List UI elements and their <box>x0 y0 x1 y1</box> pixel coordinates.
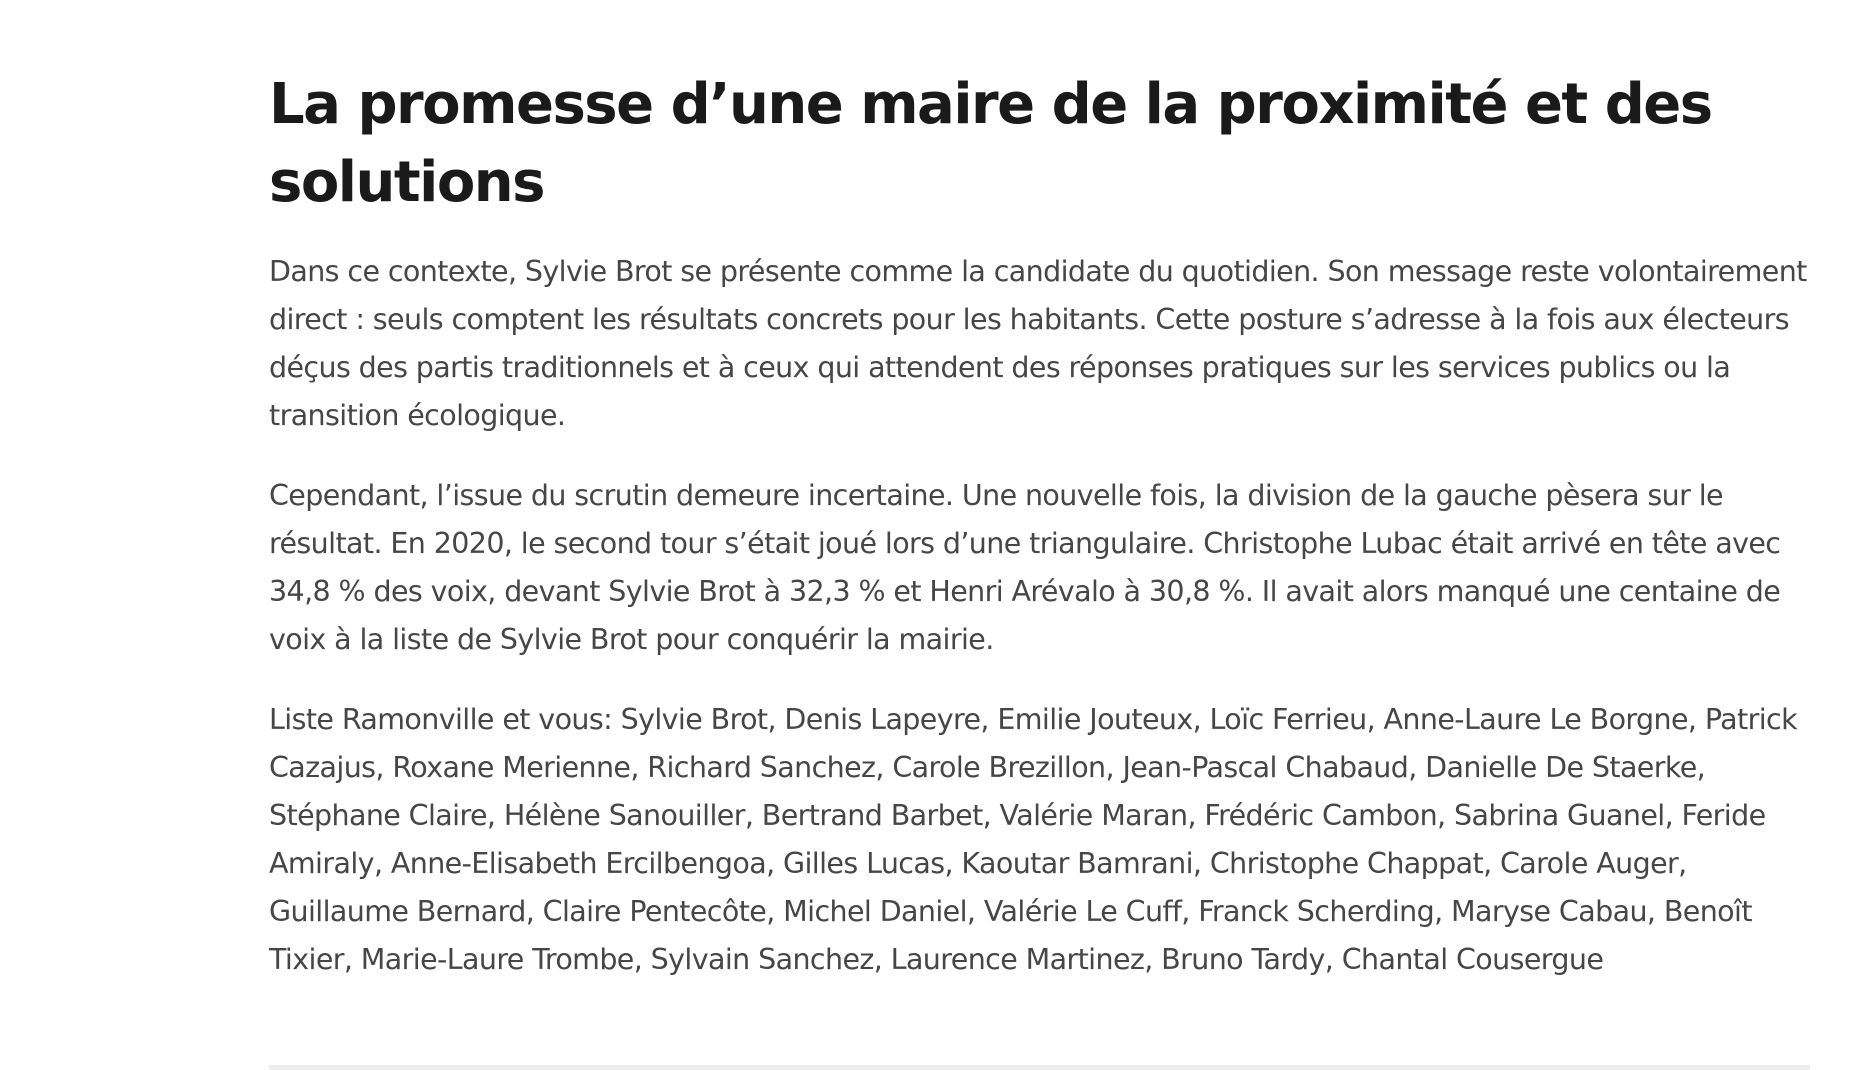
section-divider <box>269 1065 1810 1070</box>
article-body <box>269 66 1825 1016</box>
paragraph-election-results: Cependant, l’issue du scrutin demeure incertaine. Une nouvelle fois, la division de la gauche pèsera sur le résultat. En 2020, le second tour s’était joué lors d’une triangulaire. Christophe Lubac était arrivé en tête avec 34,8 % des voix, devant Sylvie Brot à 32,3 % et Henri Arévalo à 30,8 %. Il avait alors manqué une centaine de voix à la liste de Sylvie Brot pour conquérir la mairie. <box>269 479 1781 656</box>
paragraph-candidate-list: Liste Ramonville et vous: Sylvie Brot, Denis Lapeyre, Emilie Jouteux, Loïc Ferrieu, Anne-Laure Le Borgne, Patrick Cazajus, Roxane Merienne, Richard Sanchez, Carole Brezillon, Jean-Pascal Chabaud, Danielle De Staerke, Stéphane Claire, Hélène Sanouiller, Bertrand Barbet, Valérie Maran, Frédéric Cambon, Sabrina Guanel, Feride Amiraly, Anne-Elisabeth Ercilbengoa, Gilles Lucas, Kaoutar Bamrani, Christophe Chappat, Carole Auger, Guillaume Bernard, Claire Pentecôte, Michel Daniel, Valérie Le Cuff, Franck Scherding, Maryse Cabau, Benoît Tixier, Marie-Laure Trombe, Sylvain Sanchez, Laurence Martinez, Bruno Tardy, Chantal Cousergue <box>269 703 1797 976</box>
paragraph-context: Dans ce contexte, Sylvie Brot se présente comme la candidate du quotidien. Son message reste volontairement direct : seuls comptent les résultats concrets pour les habitants. Cette posture s’adresse à la fois aux électeurs déçus des partis traditionnels et à ceux qui attendent des réponses pratiques sur les services publics ou la transition écologique. <box>269 255 1807 432</box>
section-heading: La promesse d’une maire de la proximité et des solutions <box>269 72 1712 215</box>
